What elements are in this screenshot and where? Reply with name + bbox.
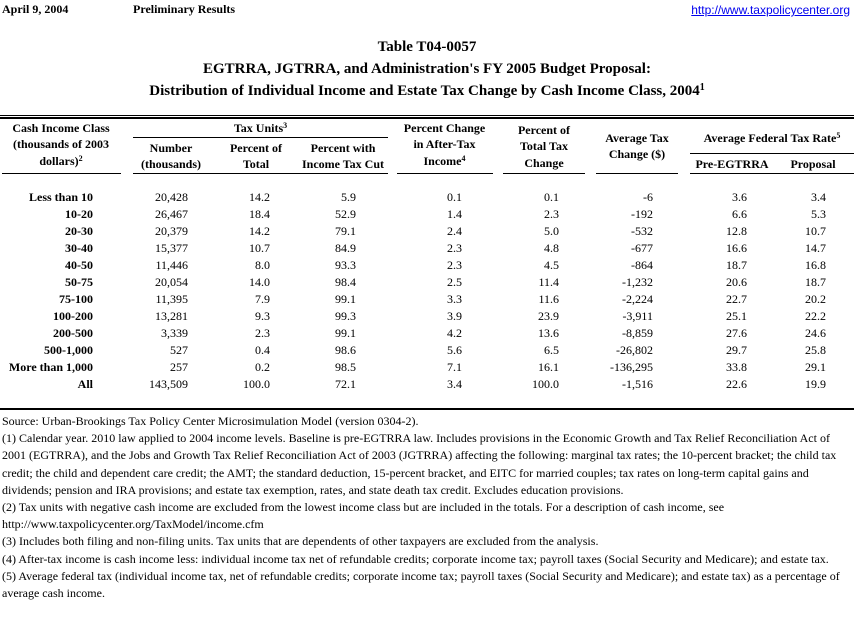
header-underline bbox=[690, 173, 854, 174]
table-bottom-rule bbox=[0, 408, 854, 410]
col-header-pct-total: Percent of Total bbox=[229, 141, 283, 171]
col-header-avg-fed-rate: Average Federal Tax Rate$^5$ bbox=[703, 131, 841, 145]
header-underline bbox=[2, 173, 121, 174]
table-row: 30-40 15,377 10.7 84.9 2.3 4.8 -677 16.6 14.7 bbox=[65, 241, 826, 255]
table-row: 500-1,000 527 0.4 98.6 5.6 6.5 -26,802 29.7 25.8 bbox=[44, 343, 826, 357]
footnotes bbox=[2, 413, 852, 602]
col-header-number: Number (thousands) bbox=[140, 141, 202, 171]
tpc-link[interactable]: http://www.taxpolicycenter.org bbox=[691, 3, 850, 17]
table-row: 100-200 13,281 9.3 99.3 3.9 23.9 -3,911 25.1 22.2 bbox=[53, 309, 826, 323]
footnote-2: (2) Tax units with negative cash income are excluded from the lowest income class but are included in the totals. For a description of cash income, see http://www.taxpolicycenter.org/TaxModel/income.cfm bbox=[2, 500, 725, 532]
col-header-income-class: Cash Income Class (thousands of 2003 dollars)$^2$ bbox=[12, 121, 110, 168]
header-underline bbox=[397, 173, 493, 174]
col-header-proposal: Proposal bbox=[790, 157, 836, 171]
table-id: Table T04-0057 bbox=[377, 39, 477, 55]
table-row: 200-500 3,339 2.3 99.1 4.2 13.6 -8,859 27.6 24.6 bbox=[53, 326, 826, 340]
top-bar bbox=[0, 2, 854, 18]
table-row: 75-100 11,395 7.9 99.1 3.3 11.6 -2,224 22.7 20.2 bbox=[59, 292, 826, 306]
source-note: Source: Urban-Brookings Tax Policy Center Microsimulation Model (version 0304-2). bbox=[2, 414, 419, 428]
header-underline bbox=[133, 173, 388, 174]
table-row: 10-20 26,467 18.4 52.9 1.4 2.3 -192 6.6 5.3 bbox=[65, 207, 826, 221]
report-date: April 9, 2004 bbox=[2, 2, 69, 16]
table-row: 20-30 20,379 14.2 79.1 2.4 5.0 -532 12.8 10.7 bbox=[65, 224, 826, 238]
col-header-pct-change-aftertax: Percent Change in After-Tax Income$^4$ bbox=[403, 121, 486, 168]
table-titles bbox=[0, 36, 854, 102]
col-header-pct-cut: Percent with Income Tax Cut bbox=[301, 141, 384, 171]
report-status: Preliminary Results bbox=[133, 2, 236, 16]
footnote-4: (4) After-tax income is cash income less: individual income tax net of refundable credits; corporate income tax; payroll taxes (Social Security and Medicare); and estate tax. bbox=[2, 551, 829, 566]
table-row: More than 1,000 257 0.2 98.5 7.1 16.1 -136,295 33.8 29.1 bbox=[8, 360, 826, 374]
header-underline bbox=[690, 153, 854, 154]
table-row-total: All 143,509 100.0 72.1 3.4 100.0 -1,516 22.6 19.9 bbox=[77, 377, 826, 391]
col-header-tax-units: Tax Units$^3$ bbox=[233, 121, 288, 135]
col-header-avg-tax-change: Average Tax Change ($) bbox=[605, 131, 669, 161]
col-header-pre-egtrra: Pre-EGTRRA bbox=[695, 157, 769, 171]
header-underline bbox=[133, 137, 388, 138]
table-title: EGTRRA, JGTRRA, and Administration's FY 2005 Budget Proposal: bbox=[203, 61, 651, 77]
footnote-ref: 1 bbox=[699, 82, 705, 93]
table-top-rule bbox=[0, 115, 854, 119]
table-row: Less than 10 20,428 14.2 5.9 0.1 0.1 -6 3.6 3.4 bbox=[28, 190, 826, 204]
table-subtitle: Distribution of Individual Income and Estate Tax Change by Cash Income Class, 2004$^1$ bbox=[149, 82, 705, 99]
footnote-3: (3) Includes both filing and non-filing units. Tax units that are dependents of other taxpayers are excluded from the analysis. bbox=[2, 534, 599, 549]
footnote-1: (1) Calendar year. 2010 law applied to 2004 income levels. Baseline is pre-EGTRRA law. Includes provisions in the Economic Growth and Tax Relief Reconciliation Act of 2001 (EGTRRA), and the Jobs and Growth Tax Relief Reconciliation Act of 2003 (JGTRRA) affecting the following: marginal tax rates; the 10-percent bracket; the child tax credit; the child and dependent care credit; the AMT; the standard deduction, 15-percent bracket, and EITC for married couples; tax rates on long-term capital gains and dividends; pension and IRA provisions; and estate tax exemption, rates, and state death tax credit. Excludes education provisions. bbox=[2, 431, 837, 497]
table-row: 50-75 20,054 14.0 98.4 2.5 11.4 -1,232 20.6 18.7 bbox=[65, 275, 826, 289]
header-underline bbox=[503, 173, 585, 174]
col-header-pct-total-change: Percent of Total Tax Change bbox=[517, 123, 571, 170]
header-underline bbox=[596, 173, 678, 174]
footnote-5: (5) Average federal tax (individual income tax, net of refundable credits; corporate income tax; payroll taxes (Social Security and Medicare); and estate tax) as a percentage of average cash income. bbox=[2, 568, 840, 601]
table-row: 40-50 11,446 8.0 93.3 2.3 4.5 -864 18.7 16.8 bbox=[65, 258, 826, 272]
